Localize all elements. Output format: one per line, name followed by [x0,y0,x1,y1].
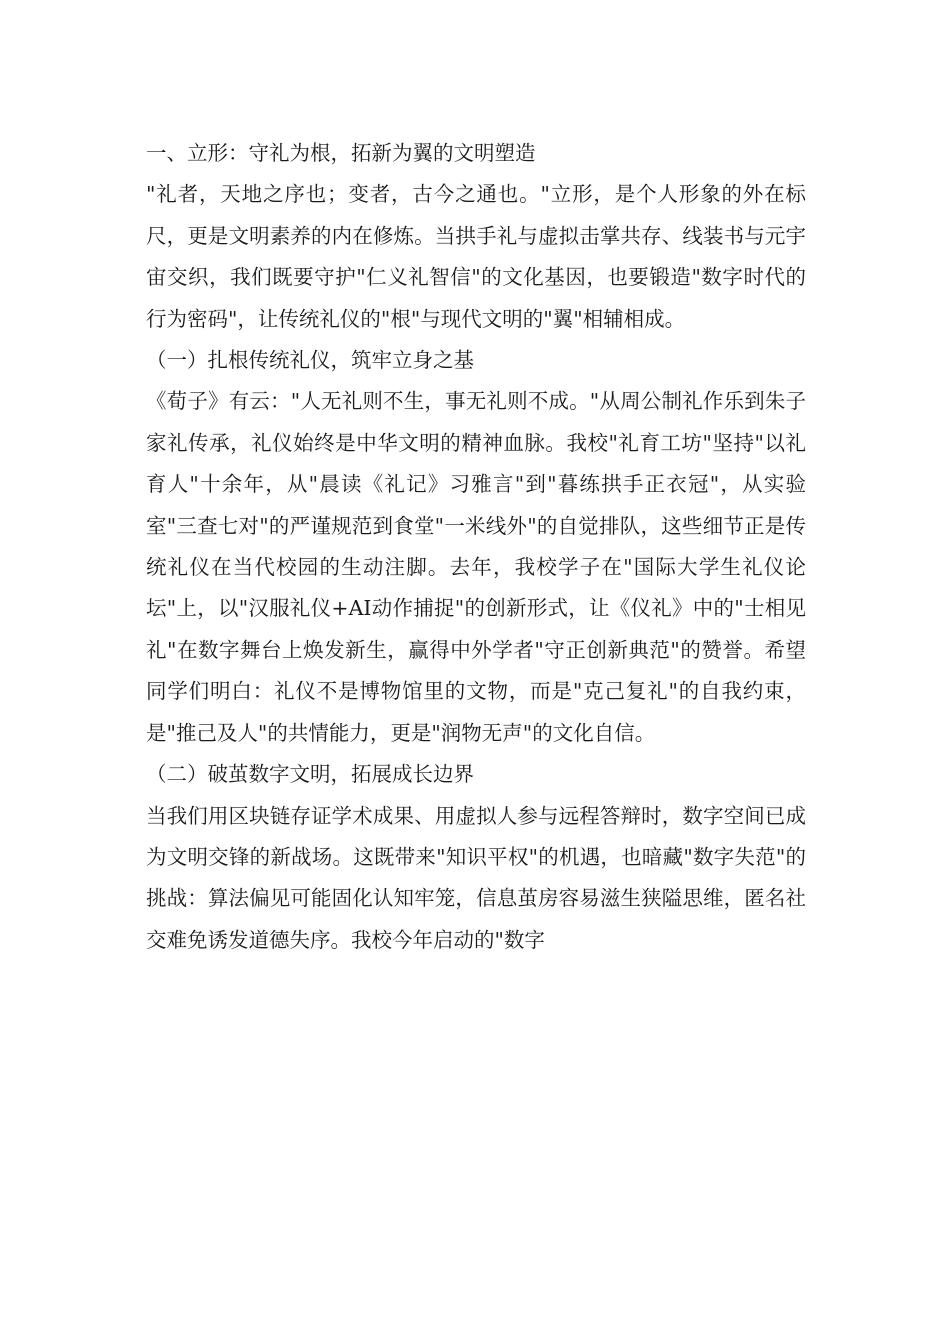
intro-paragraph: "礼者，天地之序也；变者，古今之通也。"立形，是个人形象的外在标尺，更是文明素养的内在修炼。当拱手礼与虚拟击掌共存、线装书与元宇宙交织，我们既要守护"仁义礼智信"的文化基因，也要锻造"数字时代的行为密码"，让传统礼仪的"根"与现代文明的"翼"相辅相成。 [146,182,806,331]
subsection-2-paragraph: 当我们用区块链存证学术成果、用虚拟人参与远程答辩时，数字空间已成为文明交锋的新战场。这既带来"知识平权"的机遇，也暗藏"数字失范"的挑战：算法偏见可能固化认知牢笼，信息茧房容易滋生狭隘思维，匿名社交难免诱发道德失序。我校今年启动的"数字 [146,803,806,952]
subsection-2-title: （二）破茧数字文明，拓展成长边界 [146,762,474,787]
document-body [146,133,806,961]
subsection-1-title: （一）扎根传统礼仪，筑牢立身之基 [146,348,474,373]
section-title: 一、立形：守礼为根，拓新为翼的文明塑造 [146,141,536,165]
subsection-1-paragraph: 《荀子》有云："人无礼则不生，事无礼则不成。"从周公制礼作乐到朱子家礼传承，礼仪始终是中华文明的精神血脉。我校"礼育工坊"坚持"以礼育人"十余年，从"晨读《礼记》习雅言"到"暮练拱手正衣冠"，从实验室"三查七对"的严谨规范到食堂"一米线外"的自觉排队，这些细节正是传统礼仪在当代校园的生动注脚。去年，我校学子在"国际大学生礼仪论坛"上，以"汉服礼仪+AI动作捕捉"的创新形式，让《仪礼》中的"士相见礼"在数字舞台上焕发新生，赢得中外学者"守正创新典范"的赞誉。希望同学们明白：礼仪不是博物馆里的文物，而是"克己复礼"的自我约束，是"推己及人"的共情能力，更是"润物无声"的文化自信。 [146,389,806,745]
